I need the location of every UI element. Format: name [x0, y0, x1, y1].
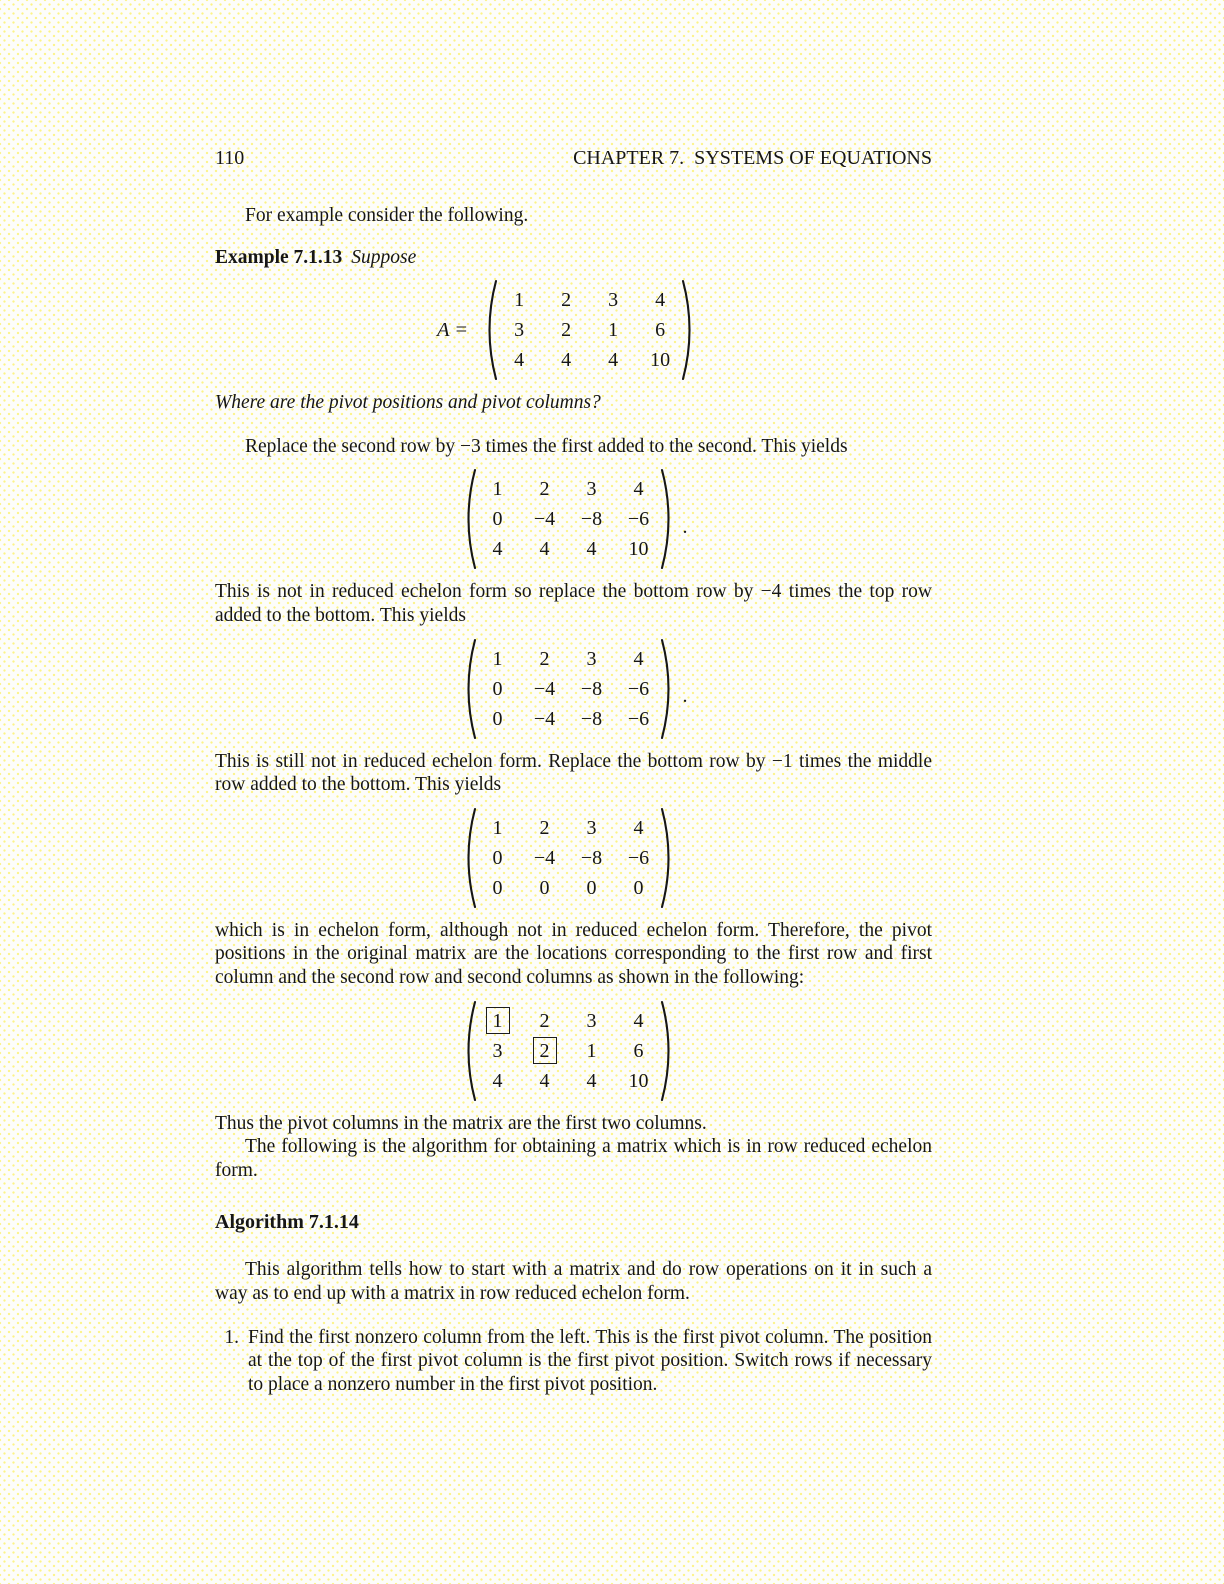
matrix-cell: 10 [628, 1069, 649, 1092]
matrix-cell: 6 [633, 1039, 644, 1062]
matrix-cell: 0 [492, 677, 503, 700]
matrix-cell: 4 [514, 349, 525, 372]
matrix-grid [478, 807, 659, 909]
matrix-cell: 3 [586, 816, 597, 839]
left-paren-icon [459, 1000, 478, 1102]
matrix [459, 1000, 678, 1102]
matrix-grid [478, 1000, 659, 1102]
matrix-cell: 1 [514, 289, 525, 312]
paragraph-which-is: which is in echelon form, although not in reduced echelon form. Therefore, the pivot positions in the original matrix are the locations corresponding to the first row and first column and the second row and second columns as shown in the following: [215, 919, 932, 988]
matrix-cell: 1 [492, 478, 503, 501]
matrix-cell: 1 [486, 1007, 510, 1034]
chapter-header: CHAPTER 7. SYSTEMS OF EQUATIONS [573, 147, 932, 169]
matrix-cell: 10 [628, 538, 649, 561]
list-item-text: Find the first nonzero column from the left. This is the first pivot column. The position at the top of the first pivot column is the first pivot position. Switch rows if necessary to place a nonzero number in the first pivot position. [248, 1326, 932, 1395]
matrix [480, 279, 699, 381]
algorithm-heading: Algorithm 7.1.14 [215, 1211, 359, 1234]
matrix-cell: 2 [539, 1009, 550, 1032]
example-word: Suppose [351, 246, 417, 268]
matrix-cell: 0 [633, 876, 644, 899]
matrix-cell: −8 [580, 508, 603, 531]
matrix-grid [478, 638, 659, 740]
matrix-cell: 0 [492, 707, 503, 730]
matrix-cell: 2 [561, 319, 572, 342]
matrix-grid [499, 279, 680, 381]
page-number: 110 [215, 147, 245, 169]
paragraph-thus: Thus the pivot columns in the matrix are the first two columns. [215, 1112, 707, 1134]
paragraph-algorithm: This algorithm tells how to start with a matrix and do row operations on it in such a way as to end up with a matrix in row reduced echelon form. [215, 1259, 932, 1304]
matrix-cell: −6 [627, 508, 650, 531]
matrix-grid [478, 468, 659, 570]
matrix-cell: 4 [492, 1069, 503, 1092]
matrix-cell: −6 [627, 707, 650, 730]
list-item-number: 1. [224, 1326, 239, 1348]
matrix-cell: 3 [586, 478, 597, 501]
paragraph-replace-second: Replace the second row by −3 times the first added to the second. This yields [245, 435, 848, 457]
matrix-cell: 2 [539, 478, 550, 501]
algorithm-steps-list [215, 1326, 932, 1397]
matrix-suffix [704, 322, 710, 338]
right-paren-icon [680, 279, 699, 381]
example-label: Example 7.1.13 [215, 246, 343, 268]
matrix-cell: 3 [492, 1039, 503, 1062]
matrix-suffix: . [682, 515, 688, 538]
matrix-cell: 1 [586, 1039, 597, 1062]
left-paren-icon [459, 638, 478, 740]
paragraph-not-reduced: This is not in reduced echelon form so replace the bottom row by −4 times the top row added to the bottom. This yields [215, 581, 932, 626]
left-paren-icon [459, 807, 478, 909]
matrix-cell: 1 [608, 319, 619, 342]
matrix-display-step1 [215, 468, 932, 570]
matrix-cell: 4 [539, 1069, 550, 1092]
matrix-cell: 4 [633, 1009, 644, 1032]
matrix-cell: 1 [492, 647, 503, 670]
matrix-cell: 4 [492, 538, 503, 561]
matrix-cell: −6 [627, 846, 650, 869]
matrix-cell: −4 [533, 508, 556, 531]
matrix-cell: −4 [533, 707, 556, 730]
matrix-cell: 4 [586, 538, 597, 561]
right-paren-icon [659, 468, 678, 570]
matrix-cell: 0 [492, 876, 503, 899]
matrix [459, 468, 678, 570]
matrix-display-step2 [215, 638, 932, 740]
matrix-cell: 4 [539, 538, 550, 561]
matrix-cell: 3 [586, 1009, 597, 1032]
example-heading [215, 246, 932, 270]
page-content [215, 146, 932, 1396]
paragraph-still-not: This is still not in reduced echelon form. Replace the bottom row by −1 times the middle row added to the bottom. This yields [215, 750, 932, 796]
right-paren-icon [659, 807, 678, 909]
matrix-cell: 0 [492, 846, 503, 869]
matrix [459, 638, 678, 740]
matrix-cell: 3 [608, 289, 619, 312]
matrix-cell: 0 [586, 876, 597, 899]
matrix-cell: −8 [580, 707, 603, 730]
matrix-cell: 6 [655, 319, 666, 342]
matrix-cell: 0 [539, 876, 550, 899]
matrix-cell: 4 [633, 478, 644, 501]
matrix-display-a [215, 279, 932, 381]
matrix-cell: −8 [580, 846, 603, 869]
paragraph-following: The following is the algorithm for obtaining a matrix which is in row reduced echelon form. [215, 1136, 932, 1181]
matrix-display-pivots [215, 1000, 932, 1102]
matrix-cell: 4 [633, 816, 644, 839]
left-paren-icon [459, 468, 478, 570]
list-item [215, 1326, 932, 1397]
matrix-cell: 10 [650, 349, 671, 372]
matrix-suffix: . [682, 685, 688, 708]
matrix-cell: −4 [533, 677, 556, 700]
matrix-suffix [683, 1043, 689, 1059]
matrix-cell: 4 [655, 289, 666, 312]
matrix-cell: 2 [539, 647, 550, 670]
matrix-suffix [683, 850, 689, 866]
matrix-cell: 0 [492, 508, 503, 531]
matrix-cell: 1 [492, 816, 503, 839]
matrix-display-step3 [215, 807, 932, 909]
right-paren-icon [659, 638, 678, 740]
matrix-cell: 2 [539, 816, 550, 839]
matrix [459, 807, 678, 909]
matrix-cell: 3 [514, 319, 525, 342]
matrix-cell: 4 [586, 1069, 597, 1092]
matrix-cell: −8 [580, 677, 603, 700]
left-paren-icon [480, 279, 499, 381]
paragraph-question: Where are the pivot positions and pivot columns? [215, 392, 601, 414]
matrix-cell: 4 [561, 349, 572, 372]
right-paren-icon [659, 1000, 678, 1102]
matrix-cell: −4 [533, 846, 556, 869]
matrix-cell: 4 [608, 349, 619, 372]
matrix-cell: 3 [586, 647, 597, 670]
running-head [215, 146, 932, 170]
matrix-cell: 2 [561, 289, 572, 312]
matrix-a-label: A = [436, 318, 469, 341]
matrix-cell: 4 [633, 647, 644, 670]
matrix-cell: 2 [533, 1037, 557, 1064]
matrix-cell: −6 [627, 677, 650, 700]
paragraph-intro: For example consider the following. [245, 205, 529, 226]
